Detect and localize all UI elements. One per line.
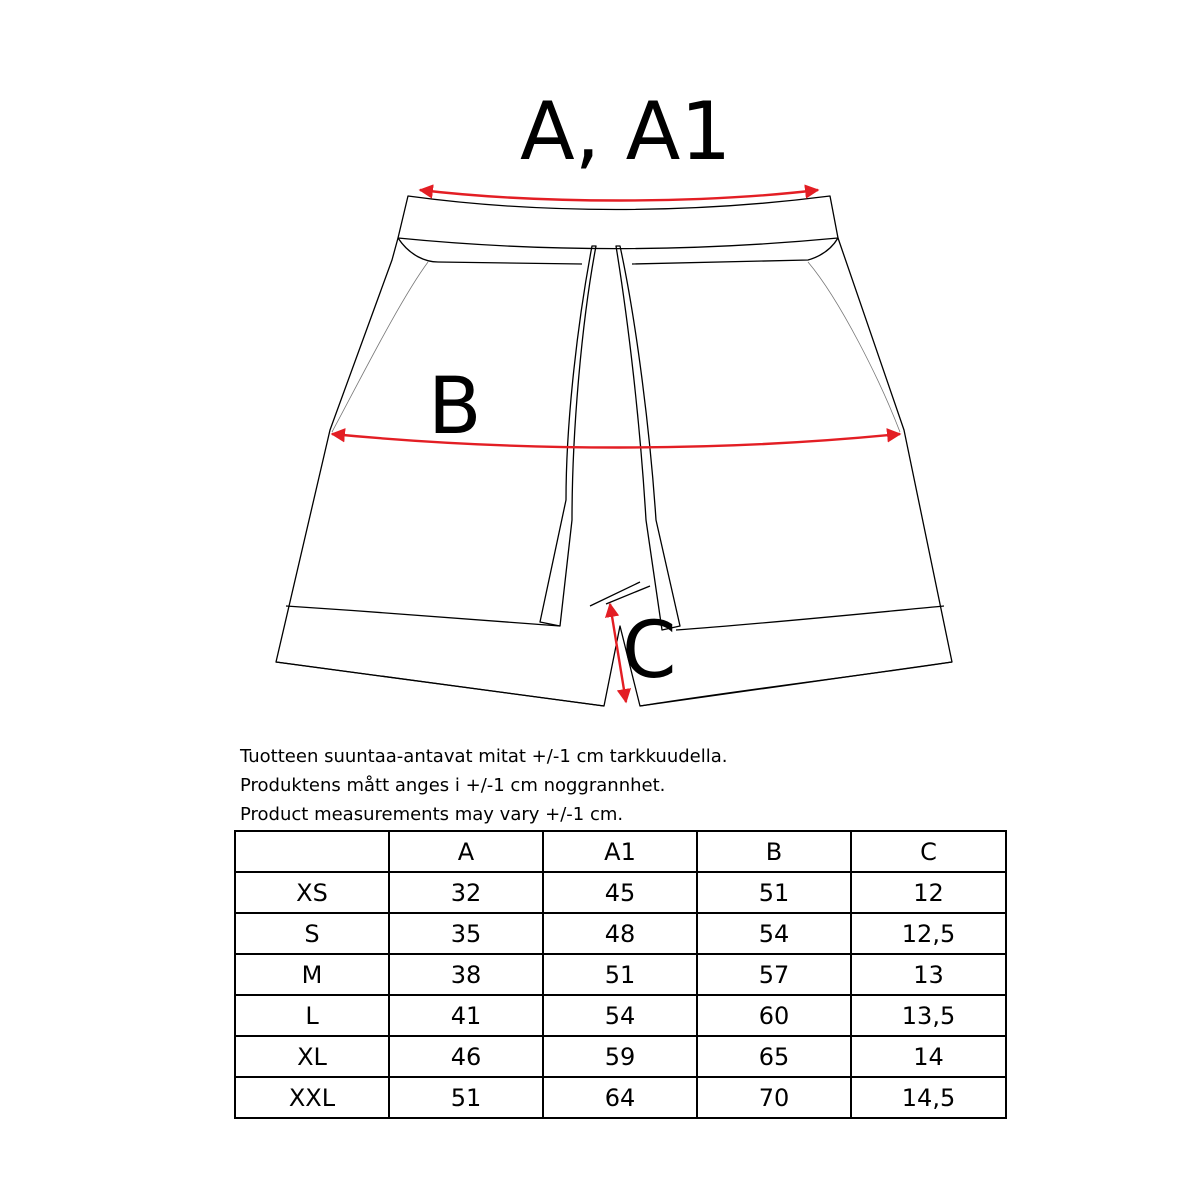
size-cell: XXL bbox=[235, 1077, 389, 1118]
waistband bbox=[398, 196, 838, 249]
table-cell: 48 bbox=[543, 913, 697, 954]
size-cell: L bbox=[235, 995, 389, 1036]
fly-stitch bbox=[590, 582, 650, 606]
right-hem-edge bbox=[640, 662, 952, 706]
table-row bbox=[235, 954, 1006, 995]
header-cell: B bbox=[697, 831, 851, 872]
size-chart-table bbox=[234, 830, 1007, 1119]
size-cell: XS bbox=[235, 872, 389, 913]
measurement-label-c: C bbox=[622, 606, 677, 696]
size-cell: M bbox=[235, 954, 389, 995]
header-cell: A1 bbox=[543, 831, 697, 872]
left-hem-edge bbox=[276, 662, 604, 706]
right-pocket-seam bbox=[808, 262, 900, 432]
drawstring-left bbox=[540, 246, 596, 626]
measurement-label-b: B bbox=[428, 362, 482, 452]
table-cell: 51 bbox=[697, 872, 851, 913]
table-cell: 12,5 bbox=[851, 913, 1006, 954]
arrow-a bbox=[420, 190, 818, 201]
table-header-row bbox=[235, 831, 1006, 872]
header-cell bbox=[235, 831, 389, 872]
table-row bbox=[235, 913, 1006, 954]
table-cell: 59 bbox=[543, 1036, 697, 1077]
note-english: Product measurements may vary +/-1 cm. bbox=[240, 804, 624, 825]
table-cell: 46 bbox=[389, 1036, 543, 1077]
table-cell: 38 bbox=[389, 954, 543, 995]
table-cell: 41 bbox=[389, 995, 543, 1036]
table-cell: 32 bbox=[389, 872, 543, 913]
table-cell: 14,5 bbox=[851, 1077, 1006, 1118]
table-cell: 65 bbox=[697, 1036, 851, 1077]
size-cell: XL bbox=[235, 1036, 389, 1077]
header-cell: A bbox=[389, 831, 543, 872]
table-cell: 64 bbox=[543, 1077, 697, 1118]
table-row bbox=[235, 1036, 1006, 1077]
table-cell: 13 bbox=[851, 954, 1006, 995]
note-swedish: Produktens mått anges i +/-1 cm noggrannhet. bbox=[240, 775, 666, 796]
table-cell: 60 bbox=[697, 995, 851, 1036]
header-cell: C bbox=[851, 831, 1006, 872]
table-cell: 51 bbox=[389, 1077, 543, 1118]
table-row bbox=[235, 1077, 1006, 1118]
left-pocket-seam bbox=[332, 262, 428, 432]
table-cell: 45 bbox=[543, 872, 697, 913]
size-cell: S bbox=[235, 913, 389, 954]
table-cell: 12 bbox=[851, 872, 1006, 913]
table-cell: 54 bbox=[543, 995, 697, 1036]
table-cell: 51 bbox=[543, 954, 697, 995]
left-hem-line bbox=[286, 606, 560, 626]
measurement-arrows bbox=[332, 190, 900, 702]
table-cell: 70 bbox=[697, 1077, 851, 1118]
table-row bbox=[235, 995, 1006, 1036]
table-cell: 14 bbox=[851, 1036, 1006, 1077]
table-row bbox=[235, 872, 1006, 913]
table-cell: 57 bbox=[697, 954, 851, 995]
right-hem-line bbox=[676, 606, 944, 630]
measurement-label-a: A, A1 bbox=[520, 85, 732, 178]
table-cell: 13,5 bbox=[851, 995, 1006, 1036]
drawstring-right bbox=[616, 246, 680, 630]
note-finnish: Tuotteen suuntaa-antavat mitat +/-1 cm tarkkuudella. bbox=[240, 746, 728, 767]
table-cell: 35 bbox=[389, 913, 543, 954]
arrow-b bbox=[332, 434, 900, 448]
table-cell: 54 bbox=[697, 913, 851, 954]
